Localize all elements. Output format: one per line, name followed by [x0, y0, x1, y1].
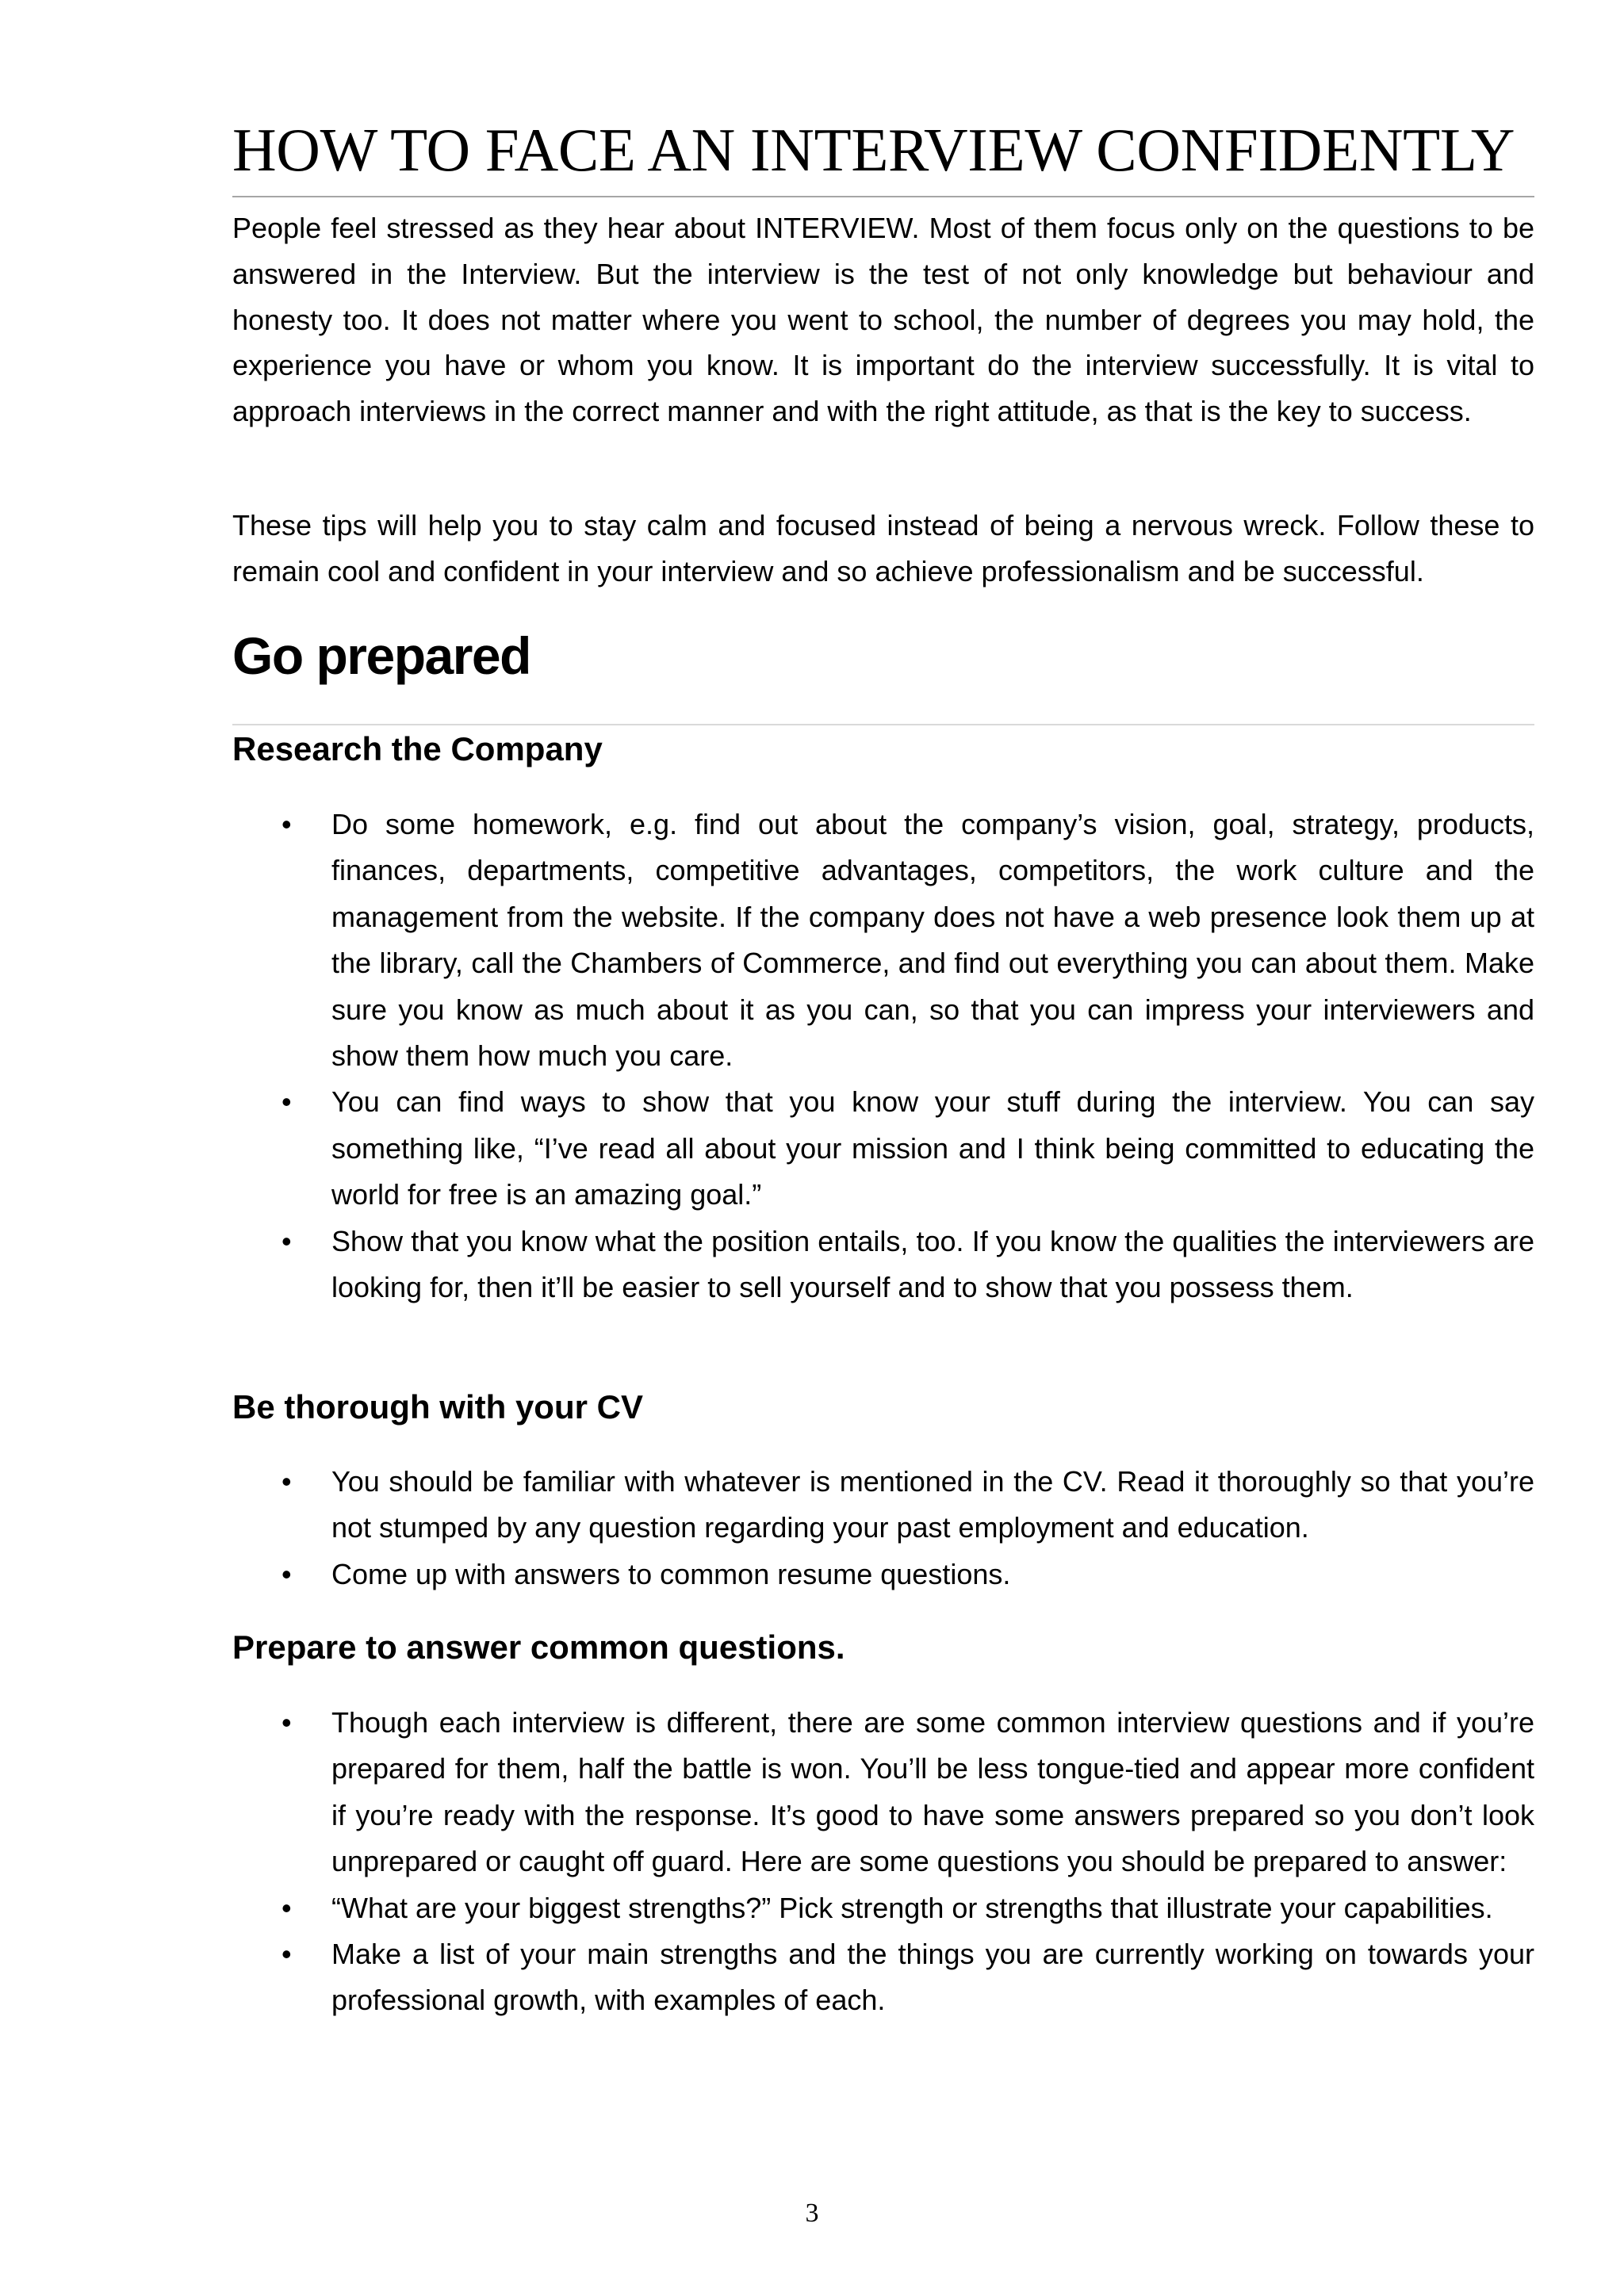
bullet-icon: • [282, 1891, 292, 1924]
list-item [232, 1459, 1534, 1552]
bullet-icon: • [282, 1938, 292, 1971]
list-item [232, 1552, 1534, 1598]
bullet-icon: • [282, 1706, 292, 1739]
section-heading: Go prepared [232, 626, 530, 685]
list-item [232, 1219, 1534, 1311]
bullet-icon: • [282, 1224, 292, 1257]
list-item [232, 1700, 1534, 1885]
page-number: 3 [805, 2198, 819, 2228]
section-divider [232, 724, 1534, 725]
bullet-icon: • [282, 808, 292, 840]
subsection-heading: Prepare to answer common questions. [232, 1628, 845, 1666]
list-item-text: You should be familiar with whatever is mentioned in the CV. Read it thoroughly so that you’re not stumped by any question regarding your past employment and education. [331, 1465, 1534, 1544]
subsection-heading: Be thorough with your CV [232, 1388, 643, 1425]
subsection-heading: Research the Company [232, 730, 603, 767]
list-item-text: Show that you know what the position entails, too. If you know the qualities the interviewers are looking for, then it’ll be easier to sell yourself and to show that you possess them. [331, 1224, 1534, 1304]
bullet-list [232, 802, 1534, 1311]
title-divider [232, 196, 1534, 197]
list-item-text: Do some homework, e.g. find out about the company’s vision, goal, strategy, products, finances, departments, competitive advantages, competitors, the work culture and the management from the website. If the company does not have a web presence look them up at the library, call the Chambers of Commerce, and find out everything you can about them. Make sure you know as much about it as you can, so that you can impress your interviewers and show them how much you care. [331, 808, 1534, 1073]
bullet-icon: • [282, 1557, 292, 1590]
bullet-icon: • [282, 1085, 292, 1119]
list-item-text: You can find ways to show that you know your stuff during the interview. You can say something like, “I’ve read all about your mission and I think being committed to educating the world for free is an amazing goal.” [331, 1085, 1534, 1211]
list-item [232, 802, 1534, 1079]
bullet-list [232, 1459, 1534, 1598]
bullet-icon: • [282, 1465, 292, 1498]
list-item-text: Come up with answers to common resume questions. [331, 1557, 1011, 1590]
list-item-text: Though each interview is different, there are some common interview questions and if you’re prepared for them, half the battle is won. You’ll be less tongue-tied and appear more confident if you’re ready with the response. It’s good to have some answers prepared so you don’t look unprepared or caught off guard. Here are some questions you should be prepared to answer: [331, 1706, 1534, 1878]
list-item [232, 1885, 1534, 1931]
list-item [232, 1079, 1534, 1218]
bullet-list [232, 1700, 1534, 2024]
list-item-text: Make a list of your main strengths and the things you are currently working on towards your professional growth, with examples of each. [331, 1938, 1534, 2017]
list-item-text: “What are your biggest strengths?” Pick strength or strengths that illustrate your capabilities. [331, 1891, 1493, 1924]
intro-paragraph: People feel stressed as they hear about INTERVIEW. Most of them focus only on the questions to be answered in the Interview. But the interview is the test of not only knowledge but behaviour and honesty too. It does not matter where you went to school, the number of degrees you may hold, the experience you have or whom you know. It is important do the interview successfully. It is vital to approach interviews in the correct manner and with the right attitude, as that is the key to success. [232, 212, 1534, 428]
document-title: HOW TO FACE AN INTERVIEW CONFIDENTLY [232, 116, 1515, 184]
intro-paragraph: These tips will help you to stay calm and focused instead of being a nervous wreck. Follow these to remain cool and confident in your interview and so achieve professionalism and be successful. [232, 509, 1534, 587]
list-item [232, 1931, 1534, 2024]
